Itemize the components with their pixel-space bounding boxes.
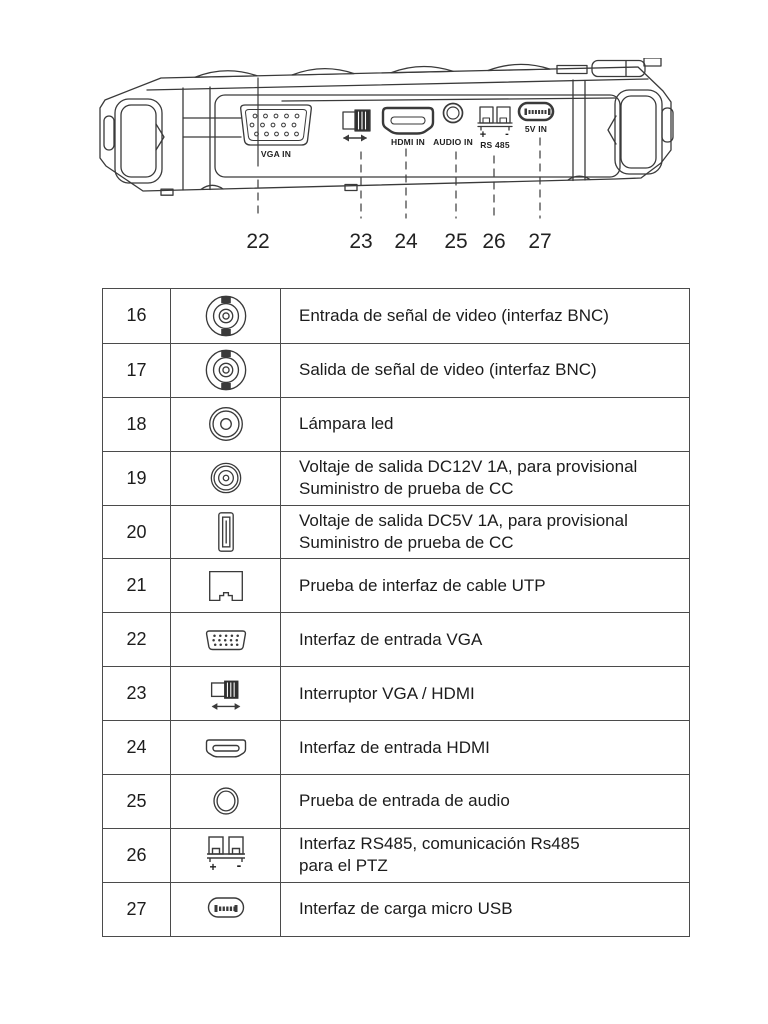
callout-26: 26 [482,230,506,253]
row-number: 21 [103,559,171,612]
callout-22: 22 [246,230,270,253]
rs485-plus-mark: + [479,129,487,141]
row-number: 16 [103,289,171,343]
callout-23: 23 [349,230,373,253]
micro-usb-icon [171,883,281,936]
row-number: 26 [103,829,171,882]
svg-text:+: + [208,860,217,875]
callout-27: 27 [528,230,552,253]
vga-hdmi-switch-icon [171,667,281,720]
five-v-in-label: 5V IN [524,124,548,134]
table-row [103,451,689,505]
row-number: 24 [103,721,171,774]
row-number: 20 [103,506,171,559]
table-row [103,289,689,343]
rs485-terminal-icon [171,829,281,882]
row-description: Entrada de señal de video (interfaz BNC) [299,305,609,325]
hdmi-in-label: HDMI IN [391,137,425,147]
row-number: 17 [103,344,171,397]
callout-24: 24 [394,230,418,253]
svg-text:-: - [236,857,241,874]
table-row [103,774,689,828]
dc12v-output-jack-icon [171,452,281,505]
connector-table [102,288,690,937]
row-description: Interfaz RS485, comunicación Rs485 para el PTZ [299,834,580,876]
row-description: Prueba de entrada de audio [299,791,510,811]
rj45-utp-jack-icon [171,559,281,612]
row-description: Prueba de interfaz de cable UTP [299,575,546,595]
device-diagram-svg [95,58,680,258]
vga-port [241,105,312,145]
table-row [103,558,689,612]
row-number: 18 [103,398,171,451]
table-row [103,612,689,666]
vga-in-label: VGA IN [260,149,292,159]
micro-usb-port [519,103,553,120]
audio-in-label: AUDIO IN [433,137,473,147]
table-row [103,397,689,451]
right-corner-bumper [608,90,673,174]
usb-a-port-icon [171,506,281,559]
table-row [103,720,689,774]
hdmi-port [383,108,433,134]
table-row [103,343,689,397]
row-description: Voltaje de salida DC5V 1A, para provisional Suministro de prueba de CC [299,511,628,552]
row-number: 27 [103,883,171,936]
vga-connector-icon [171,613,281,666]
table-row [103,828,689,882]
row-number: 23 [103,667,171,720]
top-edge-tab-small [557,66,587,74]
row-number: 22 [103,613,171,666]
vga-hdmi-switch [343,110,370,142]
row-description: Interfaz de entrada HDMI [299,737,490,757]
audio-jack-icon [171,775,281,828]
row-number: 19 [103,452,171,505]
hdmi-port-icon [171,721,281,774]
bnc-connector-icon [171,344,281,397]
table-row [103,505,689,559]
row-description: Interruptor VGA / HDMI [299,683,475,703]
row-description: Lámpara led [299,414,394,434]
row-description: Interfaz de carga micro USB [299,899,513,919]
device-top-view-diagram [95,58,680,258]
rs485-label: RS 485 [480,140,510,150]
bnc-connector-icon [171,289,281,343]
row-number: 25 [103,775,171,828]
row-description: Salida de señal de video (interfaz BNC) [299,360,597,380]
led-lamp-icon [171,398,281,451]
rs485-terminal [478,107,512,130]
row-description: Voltaje de salida DC12V 1A, para provisional Suministro de prueba de CC [299,457,638,499]
table-row [103,882,689,936]
table-row [103,666,689,720]
rs485-minus-mark: - [505,128,509,140]
audio-jack [444,104,463,123]
row-description: Interfaz de entrada VGA [299,629,483,649]
top-edge-buttons [195,64,550,77]
callout-25: 25 [444,230,468,253]
callout-numbers [246,230,551,253]
